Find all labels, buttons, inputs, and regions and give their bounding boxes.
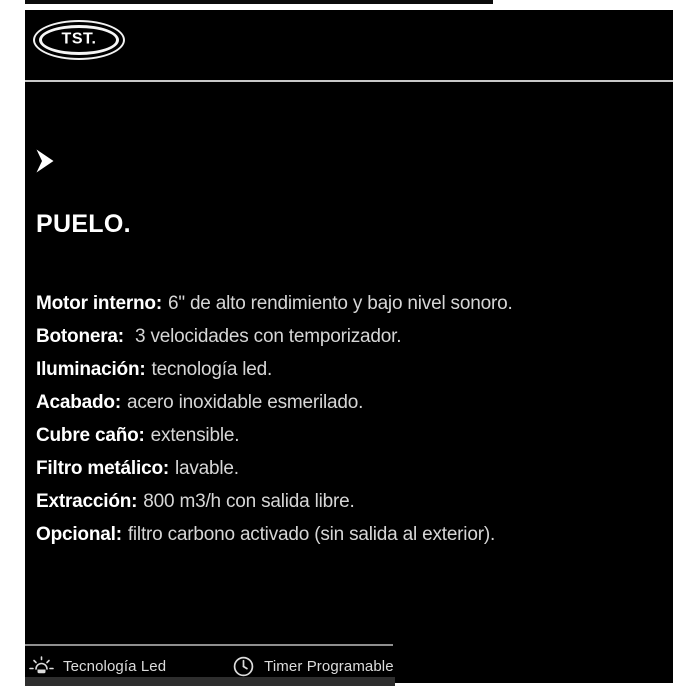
spec-label: Acabado: xyxy=(36,392,121,413)
tst-logo-inner-ring xyxy=(39,25,119,55)
spec-line-extraccion xyxy=(36,485,656,518)
spec-label: Cubre caño: xyxy=(36,425,145,446)
footer-divider-line xyxy=(25,644,393,646)
spec-value: 3 velocidades con temporizador. xyxy=(129,326,402,347)
top-edge-strip xyxy=(25,0,493,4)
tst-logo-text: TST. xyxy=(61,30,97,48)
spec-label: Extracción: xyxy=(36,491,138,512)
product-title: PUELO. xyxy=(36,210,131,238)
spec-label: Motor interno: xyxy=(36,293,162,314)
product-spec-panel xyxy=(25,10,673,683)
spec-list xyxy=(36,287,656,551)
spec-line-cubre-cano xyxy=(36,419,656,452)
spec-line-acabado xyxy=(36,386,656,419)
spec-line-opcional xyxy=(36,518,656,551)
feature-led-label: Tecnología Led xyxy=(63,657,167,675)
spec-label: Botonera: xyxy=(36,326,124,347)
spec-value: 6" de alto rendimiento y bajo nivel sonoro. xyxy=(167,293,513,314)
spec-line-iluminacion xyxy=(36,353,656,386)
feature-bar xyxy=(29,652,659,680)
bottom-edge-strip xyxy=(25,677,395,686)
spec-value: acero inoxidable esmerilado. xyxy=(126,392,364,413)
tst-logo xyxy=(33,20,125,60)
timer-clock-icon xyxy=(232,655,255,678)
right-arrow-icon xyxy=(36,149,54,173)
feature-timer xyxy=(232,655,394,678)
spec-value: tecnología led. xyxy=(151,359,273,380)
spec-label: Opcional: xyxy=(36,524,122,545)
spec-value: 800 m3/h con salida libre. xyxy=(143,491,355,512)
header-divider-line xyxy=(25,80,673,82)
spec-value: lavable. xyxy=(174,458,239,479)
led-light-icon xyxy=(29,654,54,678)
spec-label: Filtro metálico: xyxy=(36,458,169,479)
spec-value: filtro carbono activado (sin salida al exterior). xyxy=(127,524,496,545)
spec-line-motor xyxy=(36,287,656,320)
spec-line-filtro xyxy=(36,452,656,485)
spec-value: extensible. xyxy=(150,425,240,446)
feature-led xyxy=(29,654,166,678)
spec-line-botonera xyxy=(36,320,656,353)
spec-label: Iluminación: xyxy=(36,359,146,380)
feature-timer-label: Timer Programable xyxy=(264,657,394,675)
